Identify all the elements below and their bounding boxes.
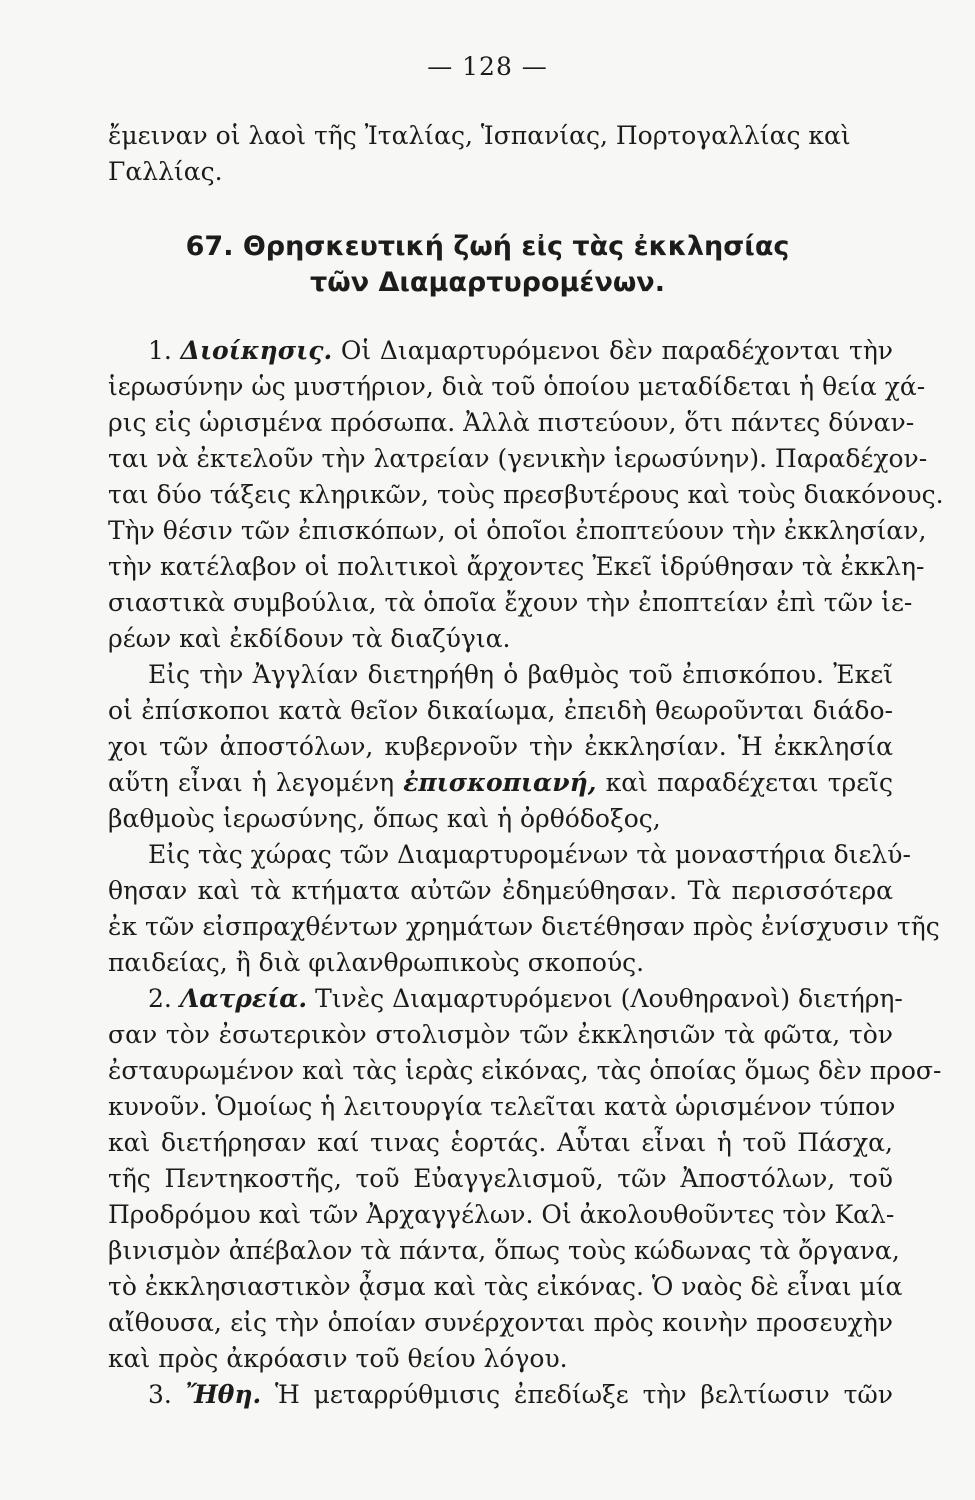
text-line: 1. Διοίκησις. Οἱ Διαμαρτυρόμενοι δὲν παραδέχονται τὴν [148, 336, 893, 365]
subsection-title: Λατρεία. [179, 984, 308, 1013]
text-line: αἴθουσα, εἰς τὴν ὁποίαν συνέρχονται πρὸς κοινὴν προσευχὴν [108, 1308, 893, 1337]
text-line: Εἰς τὴν Ἀγγλίαν διετηρήθη ὁ βαθμὸς τοῦ ἐπισκόπου. Ἐκεῖ [148, 660, 893, 689]
text-line: οἱ ἐπίσκοποι κατὰ θεῖον δικαίωμα, ἐπειδὴ θεωροῦνται διάδο- [108, 696, 893, 725]
text-line: ἐσταυρωμένον καὶ τὰς ἱερὰς εἰκόνας, τὰς ὁποίας ὅμως δὲν προσ- [108, 1056, 942, 1085]
text-line: τῆς Πεντηκοστῆς, τοῦ Εὐαγγελισμοῦ, τῶν Ἀποστόλων, τοῦ [108, 1164, 893, 1193]
text-line: Προδρόμου καὶ τῶν Ἀρχαγγέλων. Οἱ ἀκολουθοῦντες τὸν Καλ- [108, 1200, 895, 1229]
text-line: βινισμὸν ἀπέβαλον τὰ πάντα, ὅπως τοὺς κώδωνας τὰ ὄργανα, [108, 1236, 900, 1265]
text-line: θησαν καὶ τὰ κτήματα αὐτῶν ἐδημεύθησαν. Τὰ περισσότερα [108, 876, 893, 905]
text-line: ρις εἰς ὡρισμένα πρόσωπα. Ἀλλὰ πιστεύουν, ὅτι πάντες δύναν- [108, 408, 915, 437]
text-line: ἐκ τῶν εἰσπραχθέντων χρημάτων διετέθησαν πρὸς ἐνίσχυσιν τῆς [108, 912, 940, 941]
section-heading-continued: τῶν Διαμαρτυρομένων. [310, 267, 665, 298]
emphasized-term: ἐπισκοπιανή, [403, 768, 597, 797]
text-line: 3. Ἤθη. Ἡ μεταρρύθμισις ἐπεδίωξε τὴν βελτίωσιν τῶν [148, 1380, 893, 1409]
text-line: τὸ ἐκκλησιαστικὸν ᾆσμα καὶ τὰς εἰκόνας. Ὁ ναὸς δὲ εἶναι μία [108, 1272, 903, 1301]
text-line: ἱερωσύνην ὡς μυστήριον, διὰ τοῦ ὁποίου μεταδίδεται ἡ θεία χά- [108, 372, 926, 401]
text-line: σαν τὸν ἐσωτερικὸν στολισμὸν τῶν ἐκκλησιῶν τὰ φῶτα, τὸν [108, 1020, 893, 1049]
text-line: ται δύο τάξεις κληρικῶν, τοὺς πρεσβυτέρους καὶ τοὺς διακόνους. [108, 480, 944, 509]
text-line: καὶ διετήρησαν καί τινας ἑορτάς. Αὗται εἶναι ἡ τοῦ Πάσχα, [108, 1128, 893, 1157]
text-line: σιαστικὰ συμβούλια, τὰ ὁποῖα ἔχουν τὴν ἐποπτείαν ἐπὶ τῶν ἱε- [108, 588, 913, 617]
text-line: καὶ πρὸς ἀκρόασιν τοῦ θείου λόγου. [108, 1344, 568, 1373]
text-line: Γαλλίας. [108, 157, 223, 186]
text-line: ἔμειναν οἱ λαοὶ τῆς Ἰταλίας, Ἱσπανίας, Πορτογαλλίας καὶ [108, 121, 851, 150]
text-line: βαθμοὺς ἱερωσύνης, ὅπως καὶ ἡ ὀρθόδοξος, [108, 804, 661, 833]
section-heading: 67. Θρησκευτική ζωή εἰς τὰς ἐκκλησίας [185, 231, 790, 262]
text-line: κυνοῦν. Ὁμοίως ἡ λειτουργία τελεῖται κατὰ ὡρισμένον τύπον [108, 1092, 896, 1121]
page-number: — 128 — [427, 52, 548, 81]
subsection-title: Ἤθη. [185, 1380, 262, 1409]
subsection-title: Διοίκησις. [180, 336, 333, 365]
text-line: ρέων καὶ ἐκδίδουν τὰ διαζύγια. [108, 624, 511, 653]
text-line: χοι τῶν ἀποστόλων, κυβερνοῦν τὴν ἐκκλησίαν. Ἡ ἐκκλησία [108, 732, 893, 761]
text-line: ται νὰ ἐκτελοῦν τὴν λατρείαν (γενικὴν ἱερωσύνην). Παραδέχον- [108, 444, 928, 473]
text-line: Εἰς τὰς χώρας τῶν Διαμαρτυρομένων τὰ μοναστήρια διελύ- [148, 840, 911, 869]
text-line: 2. Λατρεία. Τινὲς Διαμαρτυρόμενοι (Λουθηρανοὶ) διετήρη- [148, 984, 903, 1013]
text-line: αὕτη εἶναι ἡ λεγομένη ἐπισκοπιανή, καὶ παραδέχεται τρεῖς [108, 768, 893, 797]
text-line: Τὴν θέσιν τῶν ἐπισκόπων, οἱ ὁποῖοι ἐποπτεύουν τὴν ἐκκλησίαν, [108, 516, 927, 545]
text-line: παιδείας, ἢ διὰ φιλανθρωπικοὺς σκοπούς. [108, 948, 645, 977]
text-line: τὴν κατέλαβον οἱ πολιτικοὶ ἄρχοντες Ἐκεῖ ἱδρύθησαν τὰ ἐκκλη- [108, 552, 925, 581]
